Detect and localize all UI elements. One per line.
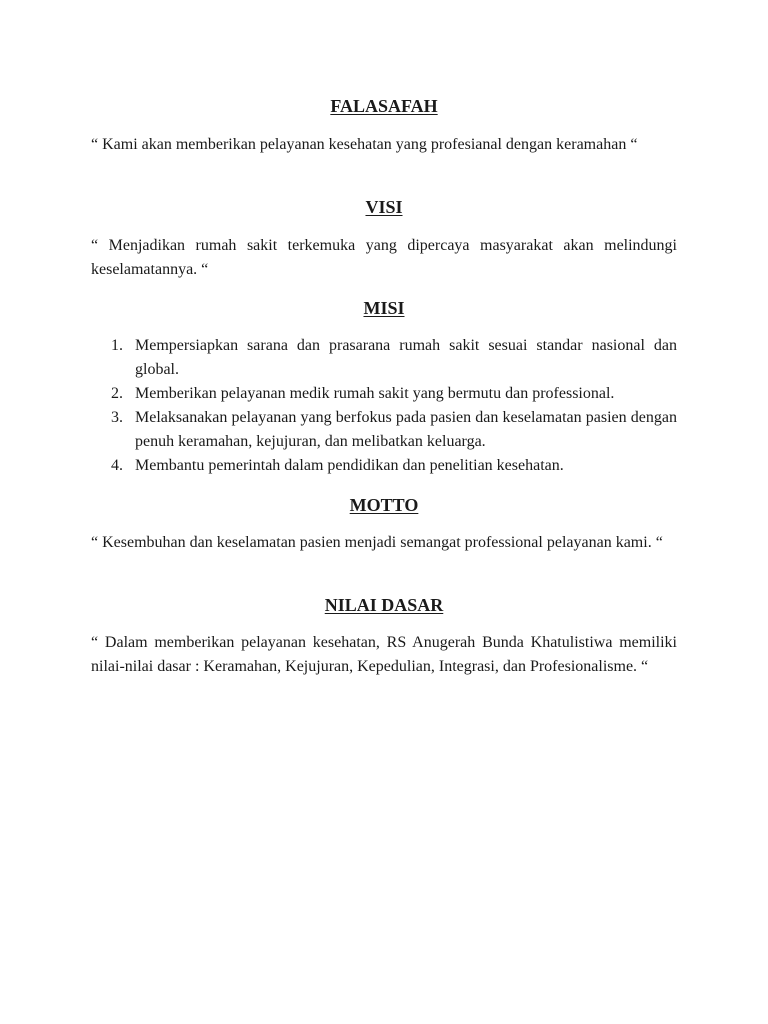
misi-list bbox=[91, 334, 677, 478]
nilai-dasar-heading: NILAI DASAR bbox=[324, 595, 444, 615]
visi-heading: VISI bbox=[365, 197, 403, 217]
misi-item bbox=[91, 334, 677, 382]
misi-item-text: Melaksanakan pelayanan yang berfokus pada pasien dan keselamatan pasien dengan penuh keramahan, kejujuran, dan melibatkan keluarga. bbox=[135, 409, 677, 450]
visi-text: “ Menjadikan rumah sakit terkemuka yang dipercaya masyarakat akan melindungi keselamatannya. “ bbox=[91, 237, 677, 278]
misi-item-text: Memberikan pelayanan medik rumah sakit yang bermutu dan professional. bbox=[135, 385, 615, 402]
misi-item-number: 4. bbox=[111, 457, 123, 474]
misi-item-text: Mempersiapkan sarana dan prasarana rumah sakit sesuai standar nasional dan global. bbox=[135, 337, 677, 378]
misi-item-number: 3. bbox=[111, 409, 123, 426]
misi-item-number: 1. bbox=[111, 337, 123, 354]
misi-item bbox=[91, 382, 677, 406]
motto-heading: MOTTO bbox=[349, 495, 419, 515]
misi-item-text: Membantu pemerintah dalam pendidikan dan penelitian kesehatan. bbox=[135, 457, 564, 474]
misi-item bbox=[91, 454, 677, 478]
misi-item-number: 2. bbox=[111, 385, 123, 402]
nilai-dasar-text: “ Dalam memberikan pelayanan kesehatan, RS Anugerah Bunda Khatulistiwa memiliki nilai-nilai dasar : Keramahan, Kejujuran, Kepedulian, Integrasi, dan Profesionalisme. “ bbox=[91, 634, 677, 675]
falasafah-heading: FALASAFAH bbox=[330, 96, 438, 116]
misi-heading: MISI bbox=[363, 298, 405, 318]
motto-text: “ Kesembuhan dan keselamatan pasien menjadi semangat professional pelayanan kami. “ bbox=[91, 534, 663, 551]
falasafah-text: “ Kami akan memberikan pelayanan kesehatan yang profesianal dengan keramahan “ bbox=[91, 136, 638, 153]
misi-item bbox=[91, 406, 677, 454]
